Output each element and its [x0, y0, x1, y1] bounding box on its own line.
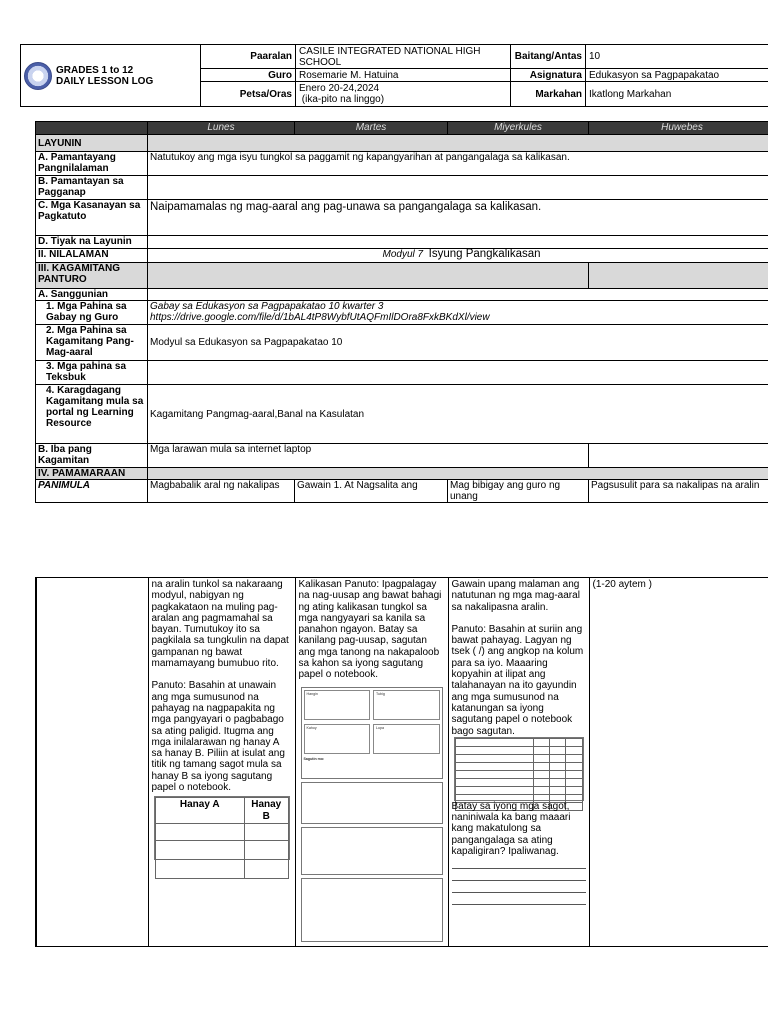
quarter-label: Markahan [511, 82, 586, 107]
date-note: (ika-pito na linggo) [301, 94, 385, 105]
iba-pang-kagamitan-label: B. Iba pang Kagamitan [36, 444, 148, 468]
answer-line [452, 869, 586, 881]
modyul-number: Modyul 7 [382, 249, 424, 260]
panimula-huwebes: Pagsusulit para sa nakalipas na aralin [589, 480, 768, 503]
martes-paragraph-1: Kalikasan Panuto: Ipagpalagay na nag-uusap ang bawat bahagi ng ating kalikasan tungkol sa mga nangyayari sa kanila sa panahon ngayon. Batay sa kanilang pag-uusap, sagutan ang mga tanong na nakapaloob sa kahon sa iyong sagutang papel o notebook. [298, 579, 442, 681]
panimula-martes: Gawain 1. At Nagsalita ang [295, 480, 448, 503]
ws-hangin-box: Hangin [304, 690, 371, 720]
header-table [20, 44, 768, 107]
pamantayan-pagganap-label: B. Pamantayan sa Pagganap [36, 176, 148, 200]
gabay-guro-link[interactable]: https://drive.google.com/file/d/1bAL4tP8WybfUtAQFmIlDOra8FxkBKdXl/view [150, 312, 490, 323]
date-value [296, 82, 511, 107]
school-label: Paaralan [201, 45, 296, 69]
kasanayan-text: Naipamamalas ng mag-aaral ang pag-unawa sa pangangalaga sa kalikasan. [148, 200, 768, 236]
kasanayan-label: C. Mga Kasanayan sa Pagkatuto [36, 200, 148, 236]
miyerkules-paragraph-2: Panuto: Basahin at suriin ang bawat pahayag. Lagyan ng tsek ( /) ang angkop na kolum para sa iyo. Maaaring kopyahin at ilipat ang talahanayan na ito gayundin ang mga sumusunod na katanungan sa iyong sagutang papel o notebook bago sagutan. [451, 623, 584, 737]
layunin-label: LAYUNIN [36, 135, 148, 152]
martes-continued [295, 578, 448, 947]
lunes-paragraph-2: Panuto: Basahin at unawain ang mga sumusunod na pahayag na nagpapakita ng mga pangyayari o pagbabago sa ating paligid. Itugma ang mga inilalarawan ng hanay A sa hanay B. Piliin at isulat ang titik ng tamang sagot mula sa hanay B sa iyong sagutang papel o notebook. [151, 680, 285, 794]
karagdagang-kagamitan-label: 4. Karagdagang Kagamitang mula sa portal ng Learning Resource [36, 385, 148, 444]
pamantayang-pangnilalaman-label: A. Pamantayang Pangnilalaman [36, 152, 148, 176]
day-lunes: Lunes [148, 122, 295, 135]
gabay-guro-text: Gabay sa Edukasyon sa Pagpapakatao 10 kwarter 3 [150, 301, 384, 312]
ws-lupa-box: Lupa [373, 724, 440, 754]
kagamitang-mag-aaral-label: 2. Mga Pahina sa Kagamitang Pang-Mag-aaral [36, 325, 148, 361]
ws-sagutin: Sagutin mo: [303, 756, 325, 761]
miyerkules-continued [448, 578, 589, 947]
iba-pang-kagamitan-text: Mga larawan mula sa internet laptop [148, 444, 589, 468]
gabay-guro-label: 1. Mga Pahina sa Gabay ng Guro [36, 301, 148, 325]
subject-value: Edukasyon sa Pagpapakatao [586, 69, 768, 82]
lunes-continued [148, 578, 295, 947]
teksbuk-label: 3. Mga pahina sa Teksbuk [36, 361, 148, 385]
quarter-value: Ikatlong Markahan [586, 82, 768, 107]
lunes-paragraph-1: na aralin tunkol sa nakaraang modyul, nabigyan ng pagkakataon na muling pag-aralan ang pagmamahal sa bayan. Tumutukoy ito sa pagkilala sa tungkulin na dapat gampanan ng bawat mamamayang bumubuo rito. [151, 579, 289, 670]
miyerkules-paragraph-1: Gawain upang malaman ang natutunan ng mga mag-aaral sa nakalipasna aralin. [451, 579, 580, 613]
teacher-label: Guro [201, 69, 296, 82]
ws-hanay-b: Hanay B [244, 798, 288, 824]
pamamaraan-label: IV. PAMAMARAAN [36, 468, 148, 480]
modyul-title: Isyung Pangkalikasan [428, 248, 541, 260]
day-miyerkules: Miyerkules [448, 122, 589, 135]
continued-table [35, 577, 768, 947]
date-label: Petsa/Oras [201, 82, 296, 107]
checklist-table-image [454, 737, 584, 801]
nilalaman-label: II. NILALAMAN [36, 249, 148, 263]
date-text: Enero 20-24,2024 [299, 83, 380, 94]
log-title: DAILY LESSON LOG [56, 75, 154, 87]
tiyak-na-layunin-label: D. Tiyak na Layunin [36, 236, 148, 249]
school-value: CASILE INTEGRATED NATIONAL HIGH SCHOOL [296, 45, 511, 69]
miyerkules-paragraph-3: Batay sa iyong mga sagot, naniniwala ka bang maaari kang makatulong sa pangangalaga sa ating kapaligiran? Ipaliwanag. [451, 800, 571, 858]
panimula-label: PANIMULA [36, 480, 148, 503]
deped-seal-icon [24, 62, 52, 90]
kagamitang-mag-aaral-text: Modyul sa Edukasyon sa Pagpapakatao 10 [148, 325, 768, 361]
pamantayang-pangnilalaman-text: Natutukoy ang mga isyu tungkol sa paggamit ng kapangyarihan at pangangalaga sa kalikasan. [148, 152, 768, 176]
question-box-2-image [301, 827, 443, 875]
matching-worksheet-image [154, 796, 290, 860]
huwebes-continued: (1-20 aytem ) [589, 578, 768, 947]
lesson-log-table [35, 121, 768, 503]
karagdagang-kagamitan-text: Kagamitang Pangmag-aaral,Banal na Kasulatan [148, 385, 768, 444]
grade-label: Baitang/Antas [511, 45, 586, 69]
panimula-lunes: Magbabalik aral ng nakalipas [148, 480, 295, 503]
day-header-row [36, 122, 768, 135]
subject-label: Asignatura [511, 69, 586, 82]
gabay-guro-cell [148, 301, 768, 325]
answer-line [452, 881, 586, 893]
sanggunian-label: A. Sanggunian [36, 289, 148, 301]
question-box-1-image [301, 782, 443, 824]
header-title-cell [21, 45, 201, 107]
ws-kahoy-box: Kahoy [304, 724, 371, 754]
kalikasan-dialogue-image [301, 687, 443, 779]
ws-tubig-box: Tubig [373, 690, 440, 720]
ws-hanay-a: Hanay A [155, 798, 244, 824]
day-huwebes: Huwebes [589, 122, 768, 135]
panimula-miyerkules: Mag bibigay ang guro ng unang [448, 480, 589, 503]
answer-line [452, 857, 586, 869]
question-box-3-image [301, 878, 443, 942]
grade-value: 10 [586, 45, 768, 69]
answer-line [452, 893, 586, 905]
teacher-value: Rosemarie M. Hatuina [296, 69, 511, 82]
grades-label: GRADES 1 to 12 [56, 64, 134, 76]
kagamitang-panturo-label: III. KAGAMITANG PANTURO [36, 263, 148, 289]
day-martes: Martes [295, 122, 448, 135]
nilalaman-cell [148, 249, 768, 263]
